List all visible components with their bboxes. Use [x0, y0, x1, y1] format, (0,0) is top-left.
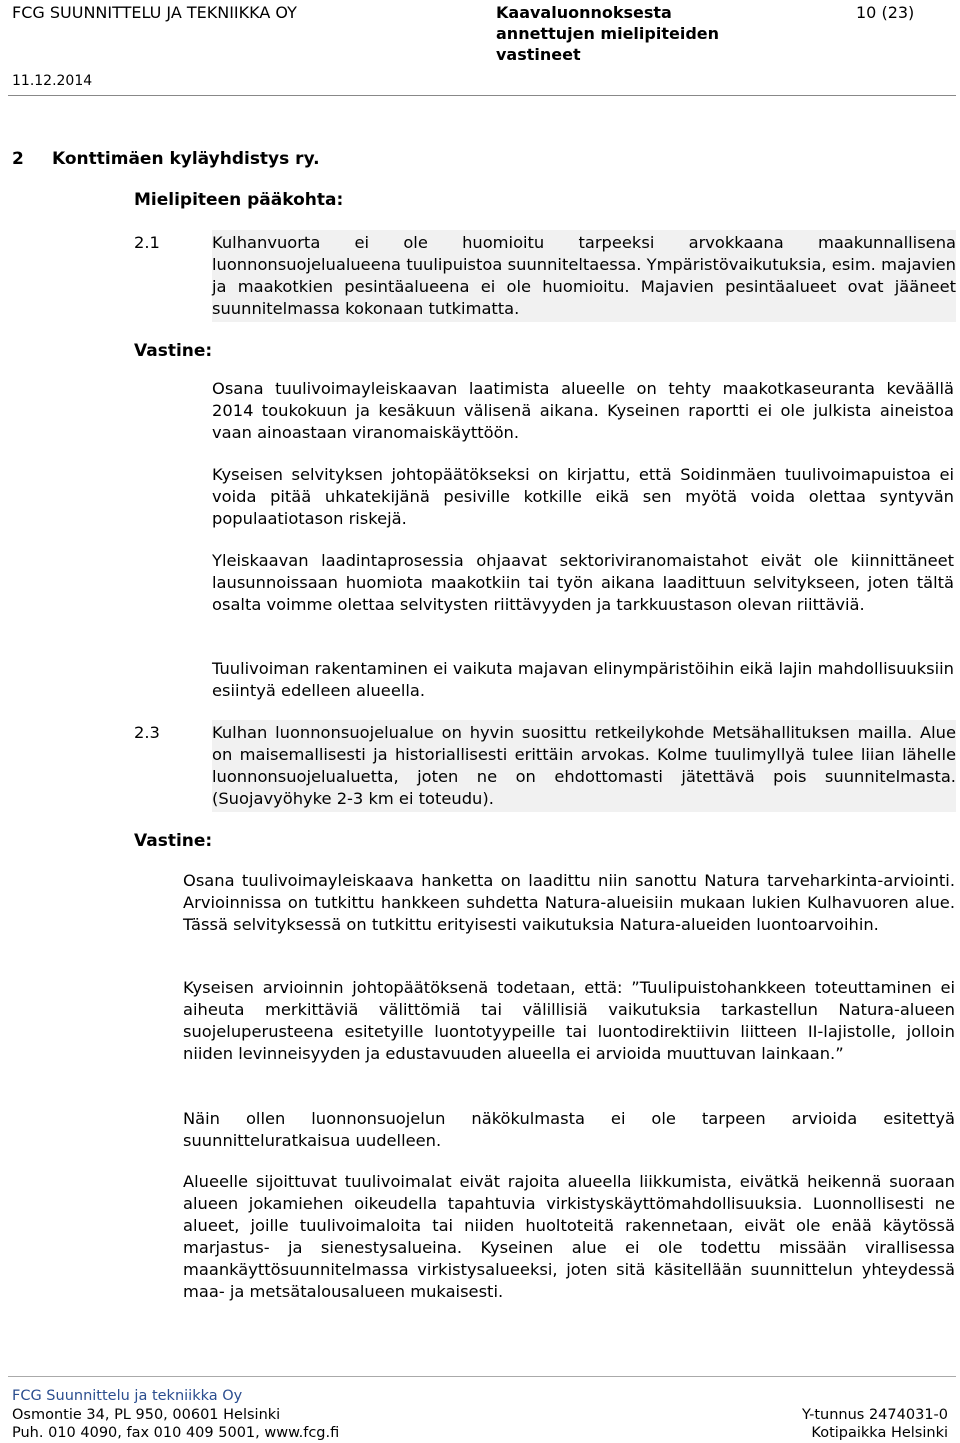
response-label: Vastine: [134, 831, 213, 851]
footer-address: Osmontie 34, PL 950, 00601 Helsinki [12, 1407, 281, 1423]
response-paragraph: Osana tuulivoimayleiskaavan laatimista alueelle on tehty maakotkaseuranta keväällä 2014 toukokuun ja kesäkuun välisenä aikana. Kyseinen raportti ei ole julkista aineistoa vaan ainoastaan viranomaiskäyttöön. [212, 379, 954, 442]
response-paragraph: Tuulivoiman rakentaminen ei vaikuta majavan elinympäristöihin eikä lajin mahdollisuuksiin esiintyä edelleen alueella. [212, 659, 954, 700]
item-number: 2.1 [134, 233, 160, 252]
opinion-text: Kulhanvuorta ei ole huomioitu tarpeeksi arvokkaana maakunnallisena luonnonsuojelualueena tuulipuistoa suunniteltaessa. Ympäristövaikutuksia, esim. majavien ja maakotkien pesintäalueena ei ole huomioitu. Majavien pesintäalueet ovat jääneet suunnitelmassa kokonaan tutkimatta. [212, 230, 956, 322]
header-company: FCG SUUNNITTELU JA TEKNIIKKA OY [12, 3, 297, 22]
response-paragraph: Alueelle sijoittuvat tuulivoimalat eivät rajoita alueella liikkumista, eivätkä heikennä suoraan alueen jokamiehen oikeudella tapahtuvia virkistyskäyttömahdollisuuksia. Luonnollisesti ne alueet, joille tuulivoimaloita tai niiden huoltoteitä rakennetaan, eivät ole enää käytössä marjastus- ja sienestysalueina. Kyseinen alue ei ole todettu missään virallisessa maankäyttösuunnitelmassa virkistysalueeksi, joten sitä käsitellään suunnittelun yhteydessä maa- ja metsätalousalueen mukaisesti. [183, 1172, 955, 1301]
response-paragraph: Näin ollen luonnonsuojelun näkökulmasta ei ole tarpeen arvioida esitettyä suunnitteluratkaisua uudelleen. [183, 1109, 955, 1150]
header-page-number: 10 (23) [856, 3, 915, 22]
opinion-text: Kulhan luonnonsuojelualue on hyvin suosittu retkeilykohde Metsähallituksen mailla. Alue on maisemallisesti ja historiallisesti erittäin arvokas. Kolme tuulimyllyä tulee liian lähelle luonnonsuojelualuetta, joten ne on ehdottomasti jätettävä pois suunnitelmasta. (Suojavyöhyke 2-3 km ei toteudu). [212, 720, 956, 812]
footer-domicile: Kotipaikka Helsinki [811, 1425, 948, 1441]
response-paragraph: Osana tuulivoimayleiskaava hanketta on laadittu niin sanottu Natura tarveharkinta-arviointi. Arvioinnissa on tutkittu hankkeen suhdetta Natura-alueisiin mukaan lukien Kulhavuoren alue. Tässä selvityksessä on tutkittu erityisesti vaikutuksia Natura-alueiden luontoarvoihin. [183, 871, 955, 934]
header-date: 11.12.2014 [12, 73, 93, 89]
header-divider [8, 95, 956, 96]
footer-business-id: Y-tunnus 2474031-0 [801, 1407, 948, 1423]
response-paragraph: Yleiskaavan laadintaprosessia ohjaavat sektoriviranomaistahot eivät ole kiinnittäneet lausunnoissaan huomiota maakotkiin tai työn aikana laadittuun selvitykseen, joten tältä osalta voimme olettaa selvitysten riittävyyden ja tarkkuustason olevan riittäviä. [212, 551, 954, 614]
response-label: Vastine: [134, 341, 213, 361]
response-paragraph: Kyseisen selvityksen johtopäätökseksi on kirjattu, että Soidinmäen tuulivoimapuistoa ei voida pitää uhkatekijänä pesiville kotkille eikä sen myötä voida olettaa syntyvän populaatiotason riskejä. [212, 465, 954, 528]
section-title: Konttimäen kyläyhdistys ry. [52, 149, 320, 169]
footer-company: FCG Suunnittelu ja tekniikka Oy [12, 1388, 243, 1404]
response-paragraph: Kyseisen arvioinnin johtopäätöksenä todetaan, että: ”Tuulipuistohankkeen toteuttaminen ei aiheuta merkittäviä välittömiä tai välillisiä vaikutuksia tarkastellun Natura-alueen suojeluperusteena esitetyille luontotyypeille tai luontodirektiivin liitteen II-lajistolle, jolloin niiden levinneisyyden ja edustavuuden alueella ei arvioida muuttuvan lainkaan.” [183, 978, 955, 1063]
item-number: 2.3 [134, 723, 160, 742]
opinion-label: Mielipiteen pääkohta: [134, 190, 344, 210]
section-number: 2 [12, 149, 24, 169]
footer-contact: Puh. 010 4090, fax 010 409 5001, www.fcg.fi [12, 1425, 340, 1441]
footer-divider [8, 1376, 956, 1377]
header-doc-title: Kaavaluonnoksesta annettujen mielipiteiden vastineet [496, 3, 720, 64]
